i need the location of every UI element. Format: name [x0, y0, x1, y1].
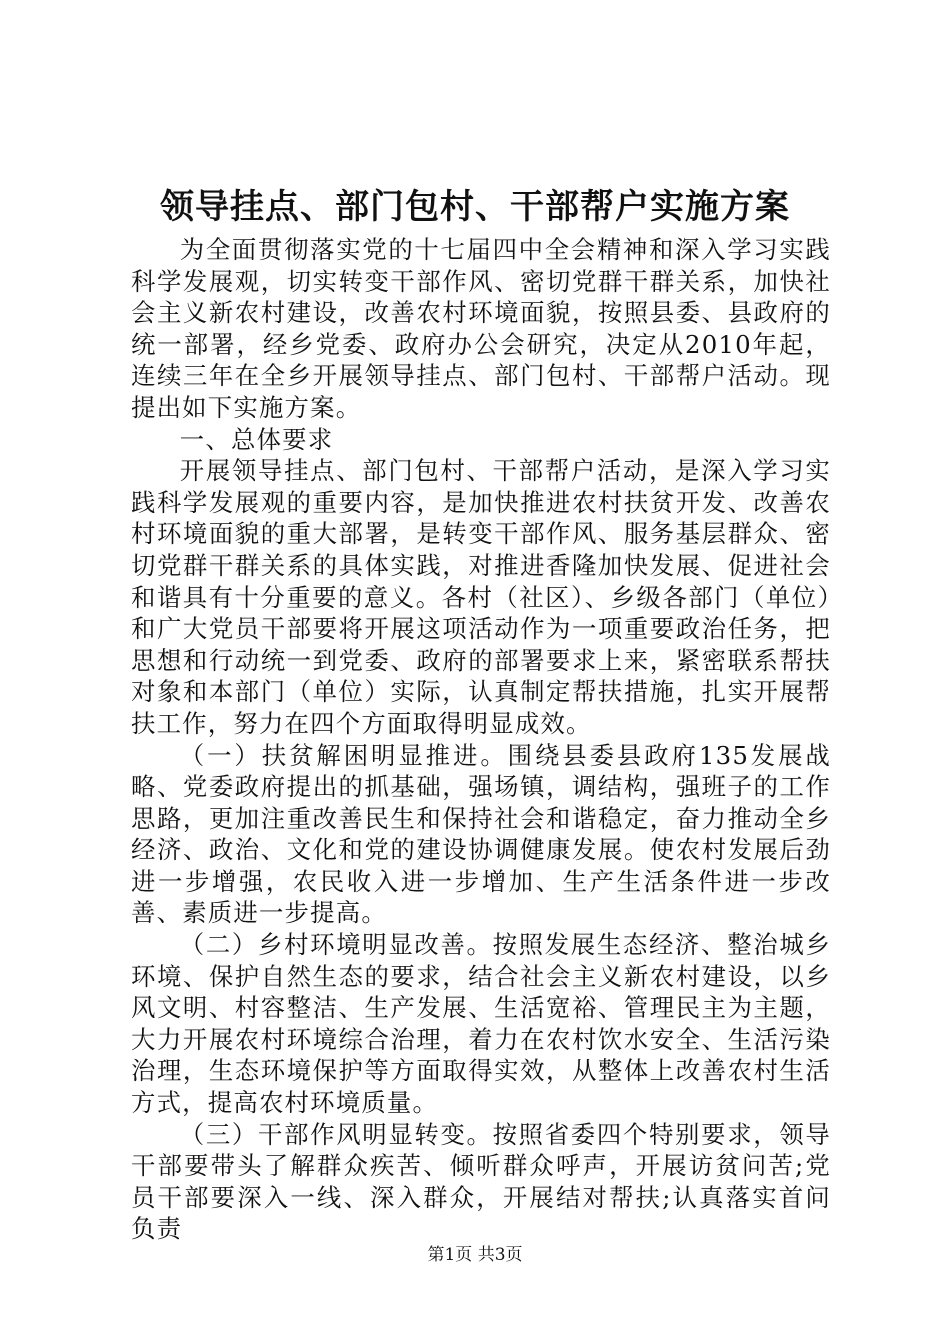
paragraph-item-1: （一）扶贫解困明显推进。围绕县委县政府135发展战略、党委政府提出的抓基础，强场镇，调结构，强班子的工作思路，更加注重改善民生和保持社会和谐稳定，奋力推动全乡经济、政治、文化和党的建设协调健康发展。使农村发展后劲进一步增强，农民收入进一步增加、生产生活条件进一步改善、素质进一步提高。: [131, 740, 831, 928]
paragraph-item-3: （三）干部作风明显转变。按照省委四个特别要求，领导干部要带头了解群众疾苦、倾听群众呼声，开展访贫问苦;党员干部要深入一线、深入群众，开展结对帮扶;认真落实首问负责: [131, 1119, 831, 1244]
document-title: 领导挂点、部门包村、干部帮户实施方案: [160, 187, 790, 227]
paragraph-item-2: （二）乡村环境明显改善。按照发展生态经济、整治城乡环境、保护自然生态的要求，结合社会主义新农村建设，以乡风文明、村容整洁、生产发展、生活宽裕、管理民主为主题，大力开展农村环境综合治理，着力在农村饮水安全、生活污染治理，生态环境保护等方面取得实效，从整体上改善农村生活方式，提高农村环境质量。: [131, 930, 831, 1118]
paragraph-intro: 为全面贯彻落实党的十七届四中全会精神和深入学习实践科学发展观，切实转变干部作风、密切党群干群关系，加快社会主义新农村建设，改善农村环境面貌，按照县委、县政府的统一部署，经乡党委、政府办公会研究，决定从2010年起，连续三年在全乡开展领导挂点、部门包村、干部帮户活动。现提出如下实施方案。: [131, 235, 831, 422]
page-number-footer: 第1页 共3页: [427, 1245, 523, 1265]
document-body: [131, 234, 831, 1245]
section-heading-general-requirements: 一、总体要求: [179, 424, 334, 454]
paragraph-general-requirements: 开展领导挂点、部门包村、干部帮户活动，是深入学习实践科学发展观的重要内容，是加快推进农村扶贫开发、改善农村环境面貌的重大部署，是转变干部作风、服务基层群众、密切党群干群关系的具体实践，对推进香隆加快发展、促进社会和谐具有十分重要的意义。各村（社区）、乡级各部门（单位）和广大党员干部要将开展这项活动作为一项重要政治任务，把思想和行动统一到党委、政府的部署要求上来，紧密联系帮扶对象和本部门（单位）实际，认真制定帮扶措施，扎实开展帮扶工作，努力在四个方面取得明显成效。: [131, 456, 831, 738]
